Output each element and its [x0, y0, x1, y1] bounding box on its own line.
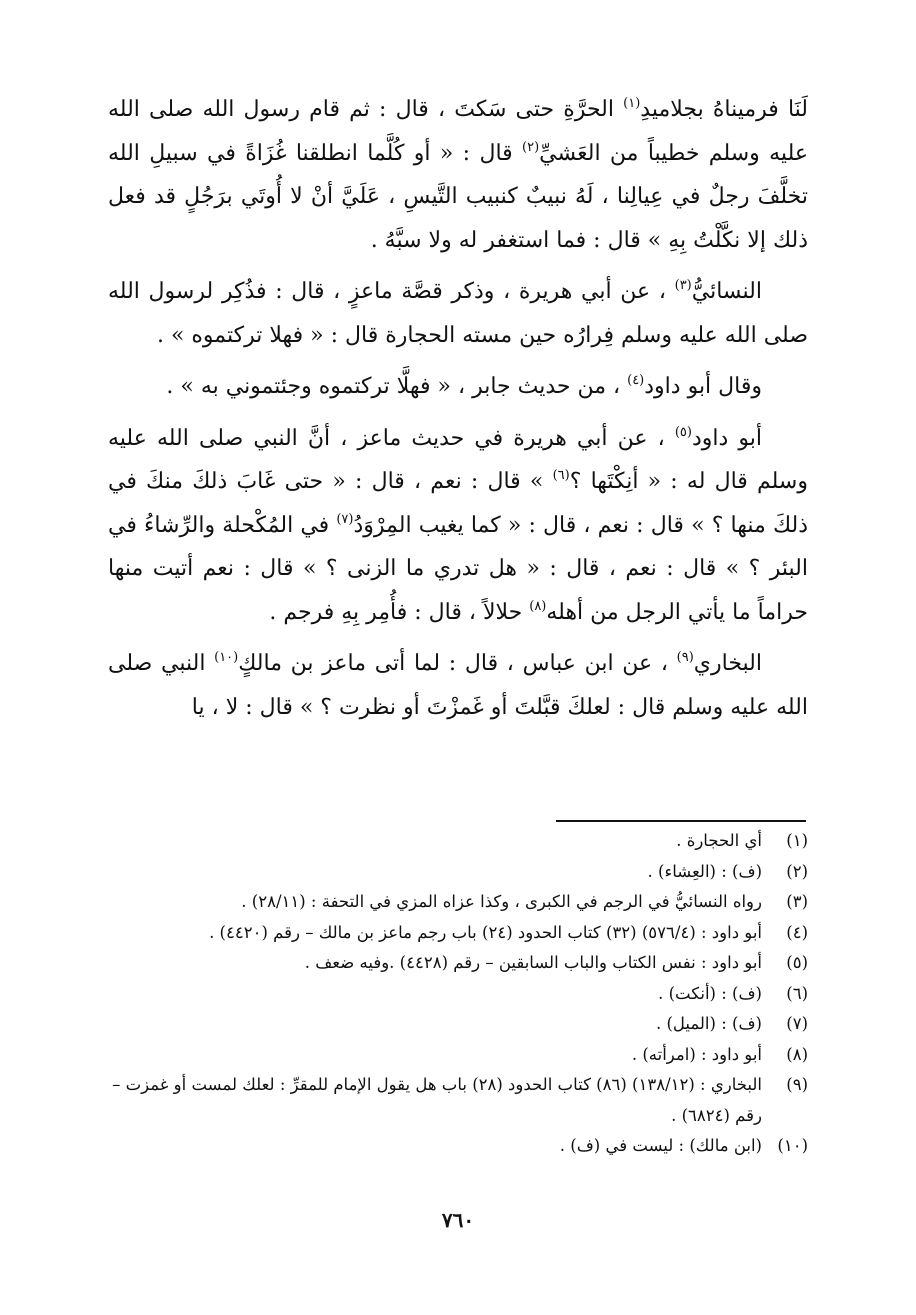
text-run: في المُكْحلة والرِّشاءُ في البئر ؟ » قال : نعم ، قال : « هل تدري ما الزنى ؟ » قال : نعم أتيت منها حراماً ما يأتي الرجل من أهله: [108, 512, 808, 625]
footnote-ref: (٨): [529, 598, 547, 614]
footnote-text: أي الحجارة .: [676, 831, 762, 850]
footnote-ref: (٩): [676, 650, 694, 665]
footnote-number: (٣): [786, 892, 808, 911]
footnote-item: [108, 1040, 808, 1071]
footnote-ref: (٤): [627, 373, 645, 388]
footnote-ref: (٦): [552, 468, 570, 483]
footnote-item: [108, 1131, 808, 1162]
footnote-text: البخاري : (١٣٨/١٢) (٨٦) كتاب الحدود (٢٨) باب هل يقول الإمام للمقرِّ : لعلك لمست أو غمزت – رقم (٦٨٢٤) .: [112, 1075, 762, 1125]
footnote-item: [108, 979, 808, 1010]
text-run: وقال أبو داود: [644, 374, 762, 399]
text-run: لَنَا فرميناهُ بجلاميدِ: [640, 97, 808, 122]
text-run: » قال : نعم ، قال : « حتى غَابَ ذلكَ منكَ في ذلكَ منها ؟ » قال : نعم ، قال : « كما يغيب المِرْوَدُ: [108, 469, 808, 538]
footnote-number: (٤): [786, 922, 808, 942]
footnote-ref: (٣): [674, 278, 692, 293]
footnote-item: [108, 948, 808, 979]
footnote-item: [108, 826, 808, 857]
footnote-text: (ف) : (العِشاء) .: [647, 861, 762, 881]
footnote-number: (٧): [786, 1014, 808, 1033]
footnote-ref: (٢): [522, 139, 540, 155]
footnote-separator: [556, 820, 806, 822]
page-number: ٧٦٠: [441, 1208, 475, 1232]
footnote-ref: (١٠): [214, 650, 239, 665]
text-run: النبي صلى الله عليه وسلم قال : لعلكَ قبَّلتَ أو غَمزْتَ أو نظرت ؟ » قال : لا ، يا: [108, 651, 808, 720]
text-run: الحرَّةِ حتى سَكتَ ، قال : ثم قام رسول الله صلى الله عليه وسلم خطيباً من العَشيِّ: [108, 97, 808, 166]
paragraph-5: [108, 642, 808, 729]
paragraph-1: [108, 88, 808, 262]
footnote-number: (١٠): [777, 1136, 808, 1155]
footnote-item: [108, 1070, 808, 1131]
footnote-item: [108, 1009, 808, 1040]
text-run: ، عن أبي هريرة ، وذكر قصَّة ماعزٍ ، قال : فذُكِر لرسول الله صلى الله عليه وسلم فِرارُه حين مسته الحجارة قال : « فهلا تركتموه » .: [108, 279, 808, 348]
footnote-item: [108, 887, 808, 918]
main-text: [108, 88, 808, 737]
footnote-number: (٨): [786, 1044, 808, 1064]
text-run: ، عن أبي هريرة في حديث ماعز ، أنَّ النبي صلى الله عليه وسلم قال له : « أنِكْتَها ؟: [108, 425, 808, 494]
footnote-number: (٩): [786, 1075, 808, 1094]
paragraph-2: [108, 270, 808, 357]
footnotes: [108, 826, 808, 1162]
footnote-ref: (٧): [336, 511, 354, 527]
footnote-item: [108, 918, 808, 949]
text-run: ، عن ابن عباس ، قال : لما أتى ماعز بن مالكٍ: [238, 651, 677, 676]
footnote-number: (٢): [786, 861, 808, 881]
footnote-text: رواه النسائيُّ في الرجم في الكبرى ، وكذا عزاه المزي في التحفة : (٢٨/١١) .: [241, 892, 762, 911]
footnote-text: أبو داود : (امرأته) .: [631, 1044, 762, 1064]
text-run: حلالاً ، قال : فأُمِر بِهِ فرجم .: [269, 599, 530, 625]
text-run: أبو داود: [691, 425, 762, 451]
text-run: قال : « أو كُلَّما انطلقنا غُزَاةً في سبيلِ الله تخلَّفَ رجلٌ في عِيالِنا ، لَهُ نبيبٌ كنبيب التَّيسِ ، عَلَيَّ أنْ لا أُوتَي برَجُلٍ قد فعل ذلك إلا نكَّلْتُ بِهِ » قال : فما استغفر له ولا سبَّهُ .: [108, 140, 808, 253]
footnote-text: أبو داود : نفس الكتاب والباب السابقين – رقم (٤٤٢٨) .وفيه ضعف .: [304, 953, 762, 972]
footnote-ref: (١): [623, 96, 641, 111]
footnote-text: (ف) : (الميل) .: [655, 1014, 762, 1033]
text-run: البخاري: [693, 651, 762, 676]
footnote-text: (ف) : (أنكت) .: [658, 983, 762, 1003]
text-run: النسائيُّ: [691, 279, 762, 304]
footnote-number: (٥): [786, 953, 808, 972]
footnote-ref: (٥): [674, 424, 692, 440]
footnote-number: (٦): [786, 983, 808, 1003]
footnote-item: [108, 857, 808, 888]
text-run: ، من حديث جابر ، « فهلَّا تركتموه وجئتموني به » .: [166, 374, 628, 399]
footnote-text: (ابن مالك) : ليست في (ف) .: [559, 1136, 762, 1155]
paragraph-4: [108, 417, 808, 635]
footnote-text: أبو داود : (٥٧٦/٤) (٣٢) كتاب الحدود (٢٤) باب رجم ماعز بن مالك – رقم (٤٤٢٠) .: [209, 922, 762, 942]
footnote-number: (١): [786, 831, 808, 850]
paragraph-3: [108, 365, 808, 409]
